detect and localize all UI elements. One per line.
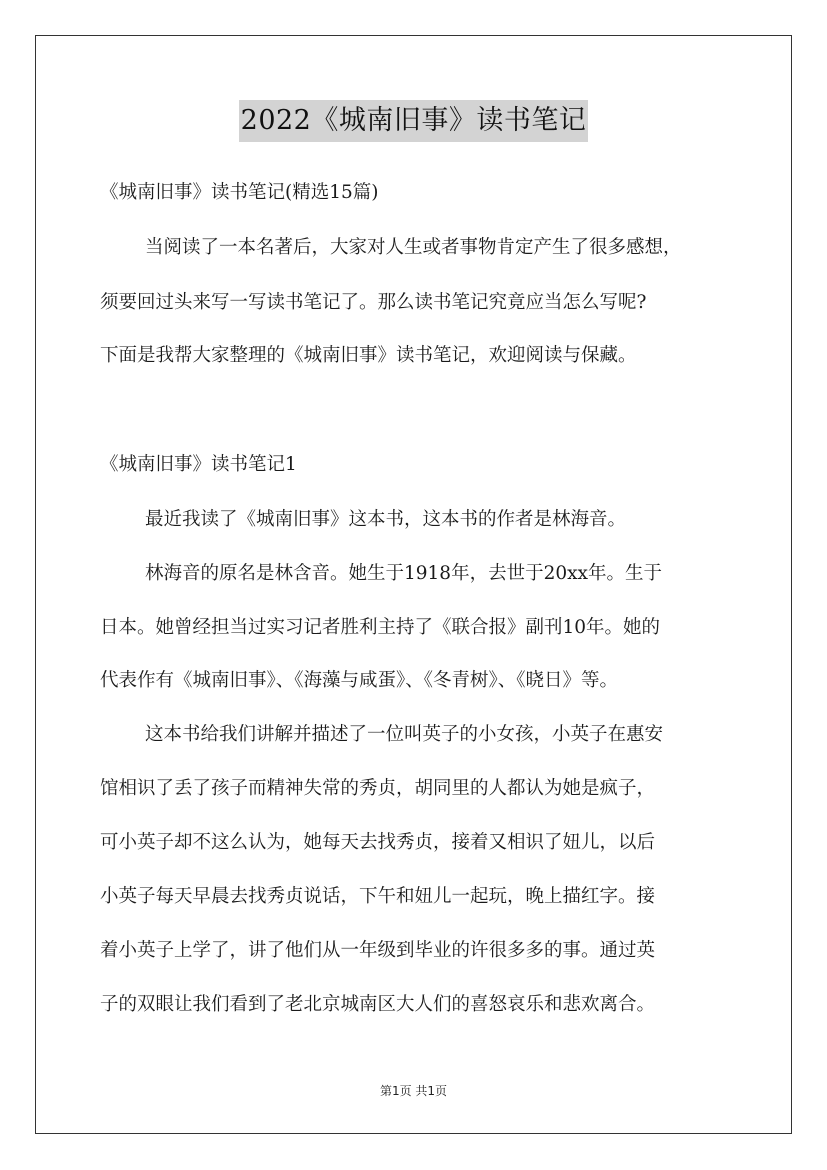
section-heading: 《城南旧事》读书笔记1 xyxy=(100,454,297,475)
subtitle: 《城南旧事》读书笔记(精选15篇) xyxy=(100,182,379,203)
body-line: 子的双眼让我们看到了老北京城南区大人们的喜怒哀乐和悲欢离合。 xyxy=(100,994,656,1015)
body-line: 代表作有《城南旧事》、《海藻与咸蛋》、《冬青树》、《晓日》等。 xyxy=(100,670,619,691)
body-line: 这本书给我们讲解并描述了一位叫英子的小女孩，小英子在惠安 xyxy=(145,724,664,745)
body-line: 馆相识了丢了孩子而精神失常的秀贞，胡同里的人都认为她是疯子， xyxy=(100,778,656,799)
intro-line: 下面是我帮大家整理的《城南旧事》读书笔记，欢迎阅读与保藏。 xyxy=(100,345,637,366)
page-footer: 第1页 共1页 xyxy=(379,1084,448,1098)
intro-line: 须要回过头来写一写读书笔记了。那么读书笔记究竟应当怎么写呢? xyxy=(100,292,647,313)
body-line: 最近我读了《城南旧事》这本书，这本书的作者是林海音。 xyxy=(145,509,627,530)
body-line: 小英子每天早晨去找秀贞说话，下午和妞儿一起玩，晚上描红字。接 xyxy=(100,886,656,907)
body-line: 着小英子上学了，讲了他们从一年级到毕业的许很多多的事。通过英 xyxy=(100,940,656,961)
title-container xyxy=(0,100,827,142)
body-line: 林海音的原名是林含音。她生于1918年，去世于20xx年。生于 xyxy=(145,563,662,584)
document-title: 2022《城南旧事》读书笔记 xyxy=(239,100,589,142)
body-line: 可小英子却不这么认为，她每天去找秀贞，接着又相识了妞儿，以后 xyxy=(100,832,656,853)
intro-line: 当阅读了一本名著后，大家对人生或者事物肯定产生了很多感想， xyxy=(145,237,682,258)
body-line: 日本。她曾经担当过实习记者胜利主持了《联合报》副刊10年。她的 xyxy=(100,617,661,638)
